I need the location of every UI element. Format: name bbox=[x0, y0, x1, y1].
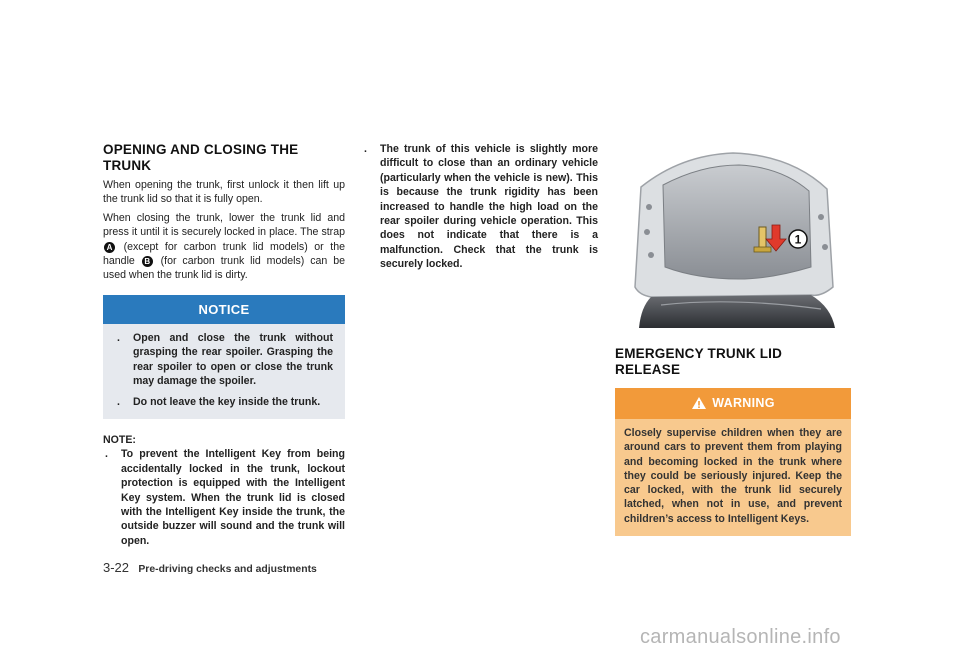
warning-box bbox=[615, 388, 851, 536]
trunk-photo-graphic bbox=[621, 147, 845, 328]
marker-b-icon: B bbox=[142, 256, 153, 267]
page-number: 3-22 bbox=[103, 560, 130, 575]
middle-column bbox=[362, 142, 598, 272]
footer-title: Pre-driving checks and adjustments bbox=[138, 564, 317, 575]
notice-box bbox=[103, 295, 345, 419]
opening-paragraph: When opening the trunk, first unlock it then lift up the trunk lid so that it is fully open. bbox=[103, 179, 345, 206]
warning-triangle-icon bbox=[691, 396, 707, 410]
callout-number: 1 bbox=[794, 232, 802, 247]
middle-bullet-item: . The trunk of this vehicle is slightly more difficult to close than an ordinary vehicle (particularly when the vehicle is new). This is because the trunk rigidity has been increased to handle the high load on the rear spoiler during vehicle operation. This does not indicate that there is a malfunction. Check that the trunk is securely locked. bbox=[364, 143, 598, 271]
note-list bbox=[103, 447, 345, 548]
note-title: NOTE: bbox=[103, 433, 136, 446]
notice-item: . Open and close the trunk without grasping the rear spoiler. Grasping the rear spoiler to open or close the trunk may damage the spoiler. bbox=[117, 331, 333, 388]
notice-item: . Do not leave the key inside the trunk. bbox=[117, 396, 321, 409]
notice-list bbox=[115, 331, 333, 410]
warning-header bbox=[615, 388, 851, 419]
closing-text-part3: (for carbon trunk lid models) can be used when the trunk lid is dirty. bbox=[103, 255, 345, 282]
page-footer bbox=[103, 560, 317, 575]
closing-text-part1: When closing the trunk, lower the trunk lid and press it until it is securely locked in place. The strap bbox=[103, 211, 345, 239]
watermark-text: carmanualsonline.info bbox=[640, 626, 841, 648]
notice-body bbox=[103, 324, 345, 419]
right-column bbox=[615, 142, 851, 536]
warning-title: WARNING bbox=[712, 396, 775, 410]
notice-title: NOTICE bbox=[103, 295, 345, 324]
notice-item-text: Do not leave the key inside the trunk. bbox=[133, 396, 321, 409]
heading-line1: OPENING AND CLOSING THE bbox=[103, 142, 299, 157]
middle-bullet-list bbox=[362, 142, 598, 272]
section-heading-emergency-release: EMERGENCY TRUNK LID RELEASE bbox=[615, 346, 783, 377]
heading-line2: TRUNK bbox=[103, 158, 152, 173]
middle-bullet-text: The trunk of this vehicle is slightly more difficult to close than an ordinary vehicle (particularly when the vehicle is new). This is because the trunk rigidity has been increased to handle the high load on the rear spoiler during vehicle operation. This does not indicate that there is a malfunction. Check that the trunk is securely locked. bbox=[380, 143, 598, 271]
trunk-interior-illustration bbox=[621, 147, 845, 328]
closing-text-part2: (except for carbon trunk lid models) or the handle bbox=[103, 240, 345, 268]
marker-a-icon: A bbox=[104, 242, 115, 253]
closing-paragraph bbox=[103, 211, 345, 283]
left-column bbox=[103, 142, 345, 548]
notice-item-text: Open and close the trunk without grasping the rear spoiler. Grasping the rear spoiler to open or close the trunk may damage the spoiler. bbox=[133, 331, 333, 388]
warning-text: Closely supervise children when they are around cars to prevent them from playing and becoming locked in the trunk where they could be seriously injured. Keep the car locked, with the trunk lid securely latched, when not in use, and prevent children’s access to Intelligent Keys. bbox=[624, 427, 842, 525]
note-item-text: To prevent the Intelligent Key from being accidentally locked in the trunk, lockout protection is equipped with the Intelligent Key system. When the trunk lid is closed with the Intelligent Key inside the trunk, the outside buzzer will sound and the trunk will open. bbox=[121, 448, 345, 547]
section-heading-opening-closing bbox=[103, 142, 345, 174]
note-item: . To prevent the Intelligent Key from being accidentally locked in the trunk, lockout protection is equipped with the Intelligent Key system. When the trunk lid is closed with the Intelligent Key inside the trunk, the outside buzzer will sound and the trunk will open. bbox=[105, 448, 345, 547]
